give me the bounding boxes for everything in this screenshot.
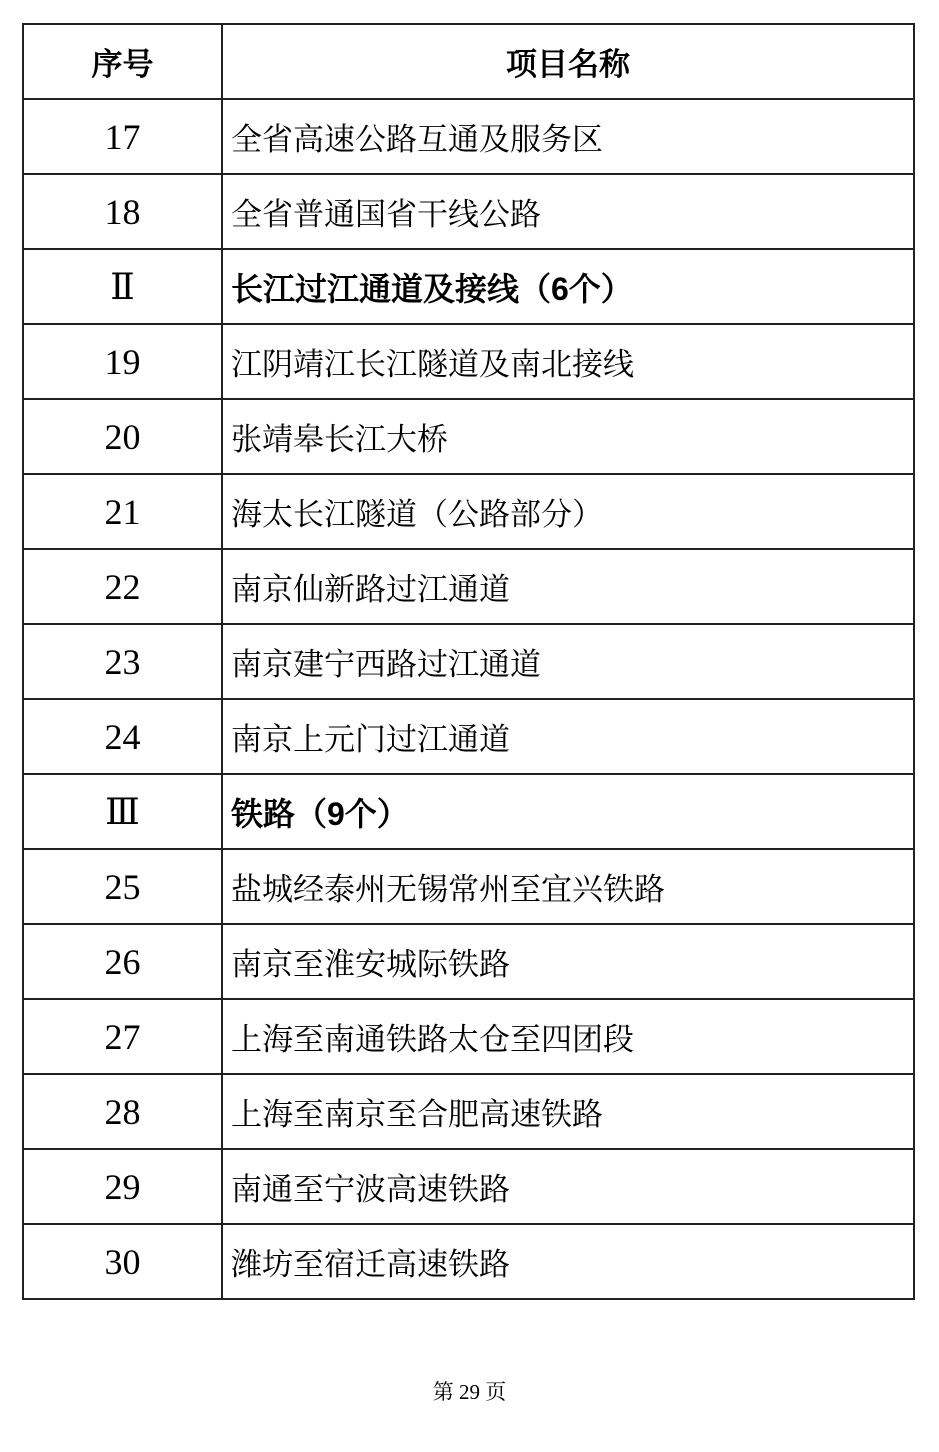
table-row bbox=[23, 1224, 914, 1299]
row-project-name: 全省高速公路互通及服务区 bbox=[222, 99, 914, 174]
row-project-name: 南通至宁波高速铁路 bbox=[222, 1149, 914, 1224]
row-project-name: 上海至南京至合肥高速铁路 bbox=[222, 1074, 914, 1149]
row-serial-number: 20 bbox=[23, 399, 222, 474]
table-row bbox=[23, 699, 914, 774]
row-serial-number: 17 bbox=[23, 99, 222, 174]
row-project-name: 南京建宁西路过江通道 bbox=[222, 624, 914, 699]
row-serial-number: 25 bbox=[23, 849, 222, 924]
row-serial-number: Ⅱ bbox=[23, 249, 222, 324]
row-serial-number: 22 bbox=[23, 549, 222, 624]
row-serial-number: 19 bbox=[23, 324, 222, 399]
table-row bbox=[23, 474, 914, 549]
row-serial-number: 28 bbox=[23, 1074, 222, 1149]
row-serial-number: 29 bbox=[23, 1149, 222, 1224]
row-project-name: 南京至淮安城际铁路 bbox=[222, 924, 914, 999]
row-serial-number: Ⅲ bbox=[23, 774, 222, 849]
row-project-name: 潍坊至宿迁高速铁路 bbox=[222, 1224, 914, 1299]
row-serial-number: 24 bbox=[23, 699, 222, 774]
row-serial-number: 30 bbox=[23, 1224, 222, 1299]
row-project-name: 张靖皋长江大桥 bbox=[222, 399, 914, 474]
row-project-name: 铁路（9个） bbox=[222, 774, 914, 849]
header-serial-number: 序号 bbox=[23, 24, 222, 99]
row-serial-number: 23 bbox=[23, 624, 222, 699]
section-row bbox=[23, 774, 914, 849]
project-table bbox=[22, 23, 915, 1300]
row-serial-number: 18 bbox=[23, 174, 222, 249]
page-number-label: 第 29 页 bbox=[432, 1380, 507, 1404]
table-row bbox=[23, 624, 914, 699]
section-row bbox=[23, 249, 914, 324]
table-row bbox=[23, 1074, 914, 1149]
table-row bbox=[23, 849, 914, 924]
row-project-name: 盐城经泰州无锡常州至宜兴铁路 bbox=[222, 849, 914, 924]
table-row bbox=[23, 174, 914, 249]
row-project-name: 江阴靖江长江隧道及南北接线 bbox=[222, 324, 914, 399]
row-serial-number: 21 bbox=[23, 474, 222, 549]
table-row bbox=[23, 1149, 914, 1224]
header-project-name: 项目名称 bbox=[222, 24, 914, 99]
row-serial-number: 26 bbox=[23, 924, 222, 999]
table-row bbox=[23, 924, 914, 999]
row-project-name: 南京上元门过江通道 bbox=[222, 699, 914, 774]
table-row bbox=[23, 324, 914, 399]
row-project-name: 南京仙新路过江通道 bbox=[222, 549, 914, 624]
row-project-name: 海太长江隧道（公路部分） bbox=[222, 474, 914, 549]
table-body bbox=[23, 99, 914, 1299]
row-serial-number: 27 bbox=[23, 999, 222, 1074]
table-row bbox=[23, 399, 914, 474]
row-project-name: 全省普通国省干线公路 bbox=[222, 174, 914, 249]
table-row bbox=[23, 999, 914, 1074]
table-row bbox=[23, 99, 914, 174]
table-header-row bbox=[23, 24, 914, 99]
row-project-name: 长江过江通道及接线（6个） bbox=[222, 249, 914, 324]
row-project-name: 上海至南通铁路太仓至四团段 bbox=[222, 999, 914, 1074]
table-row bbox=[23, 549, 914, 624]
